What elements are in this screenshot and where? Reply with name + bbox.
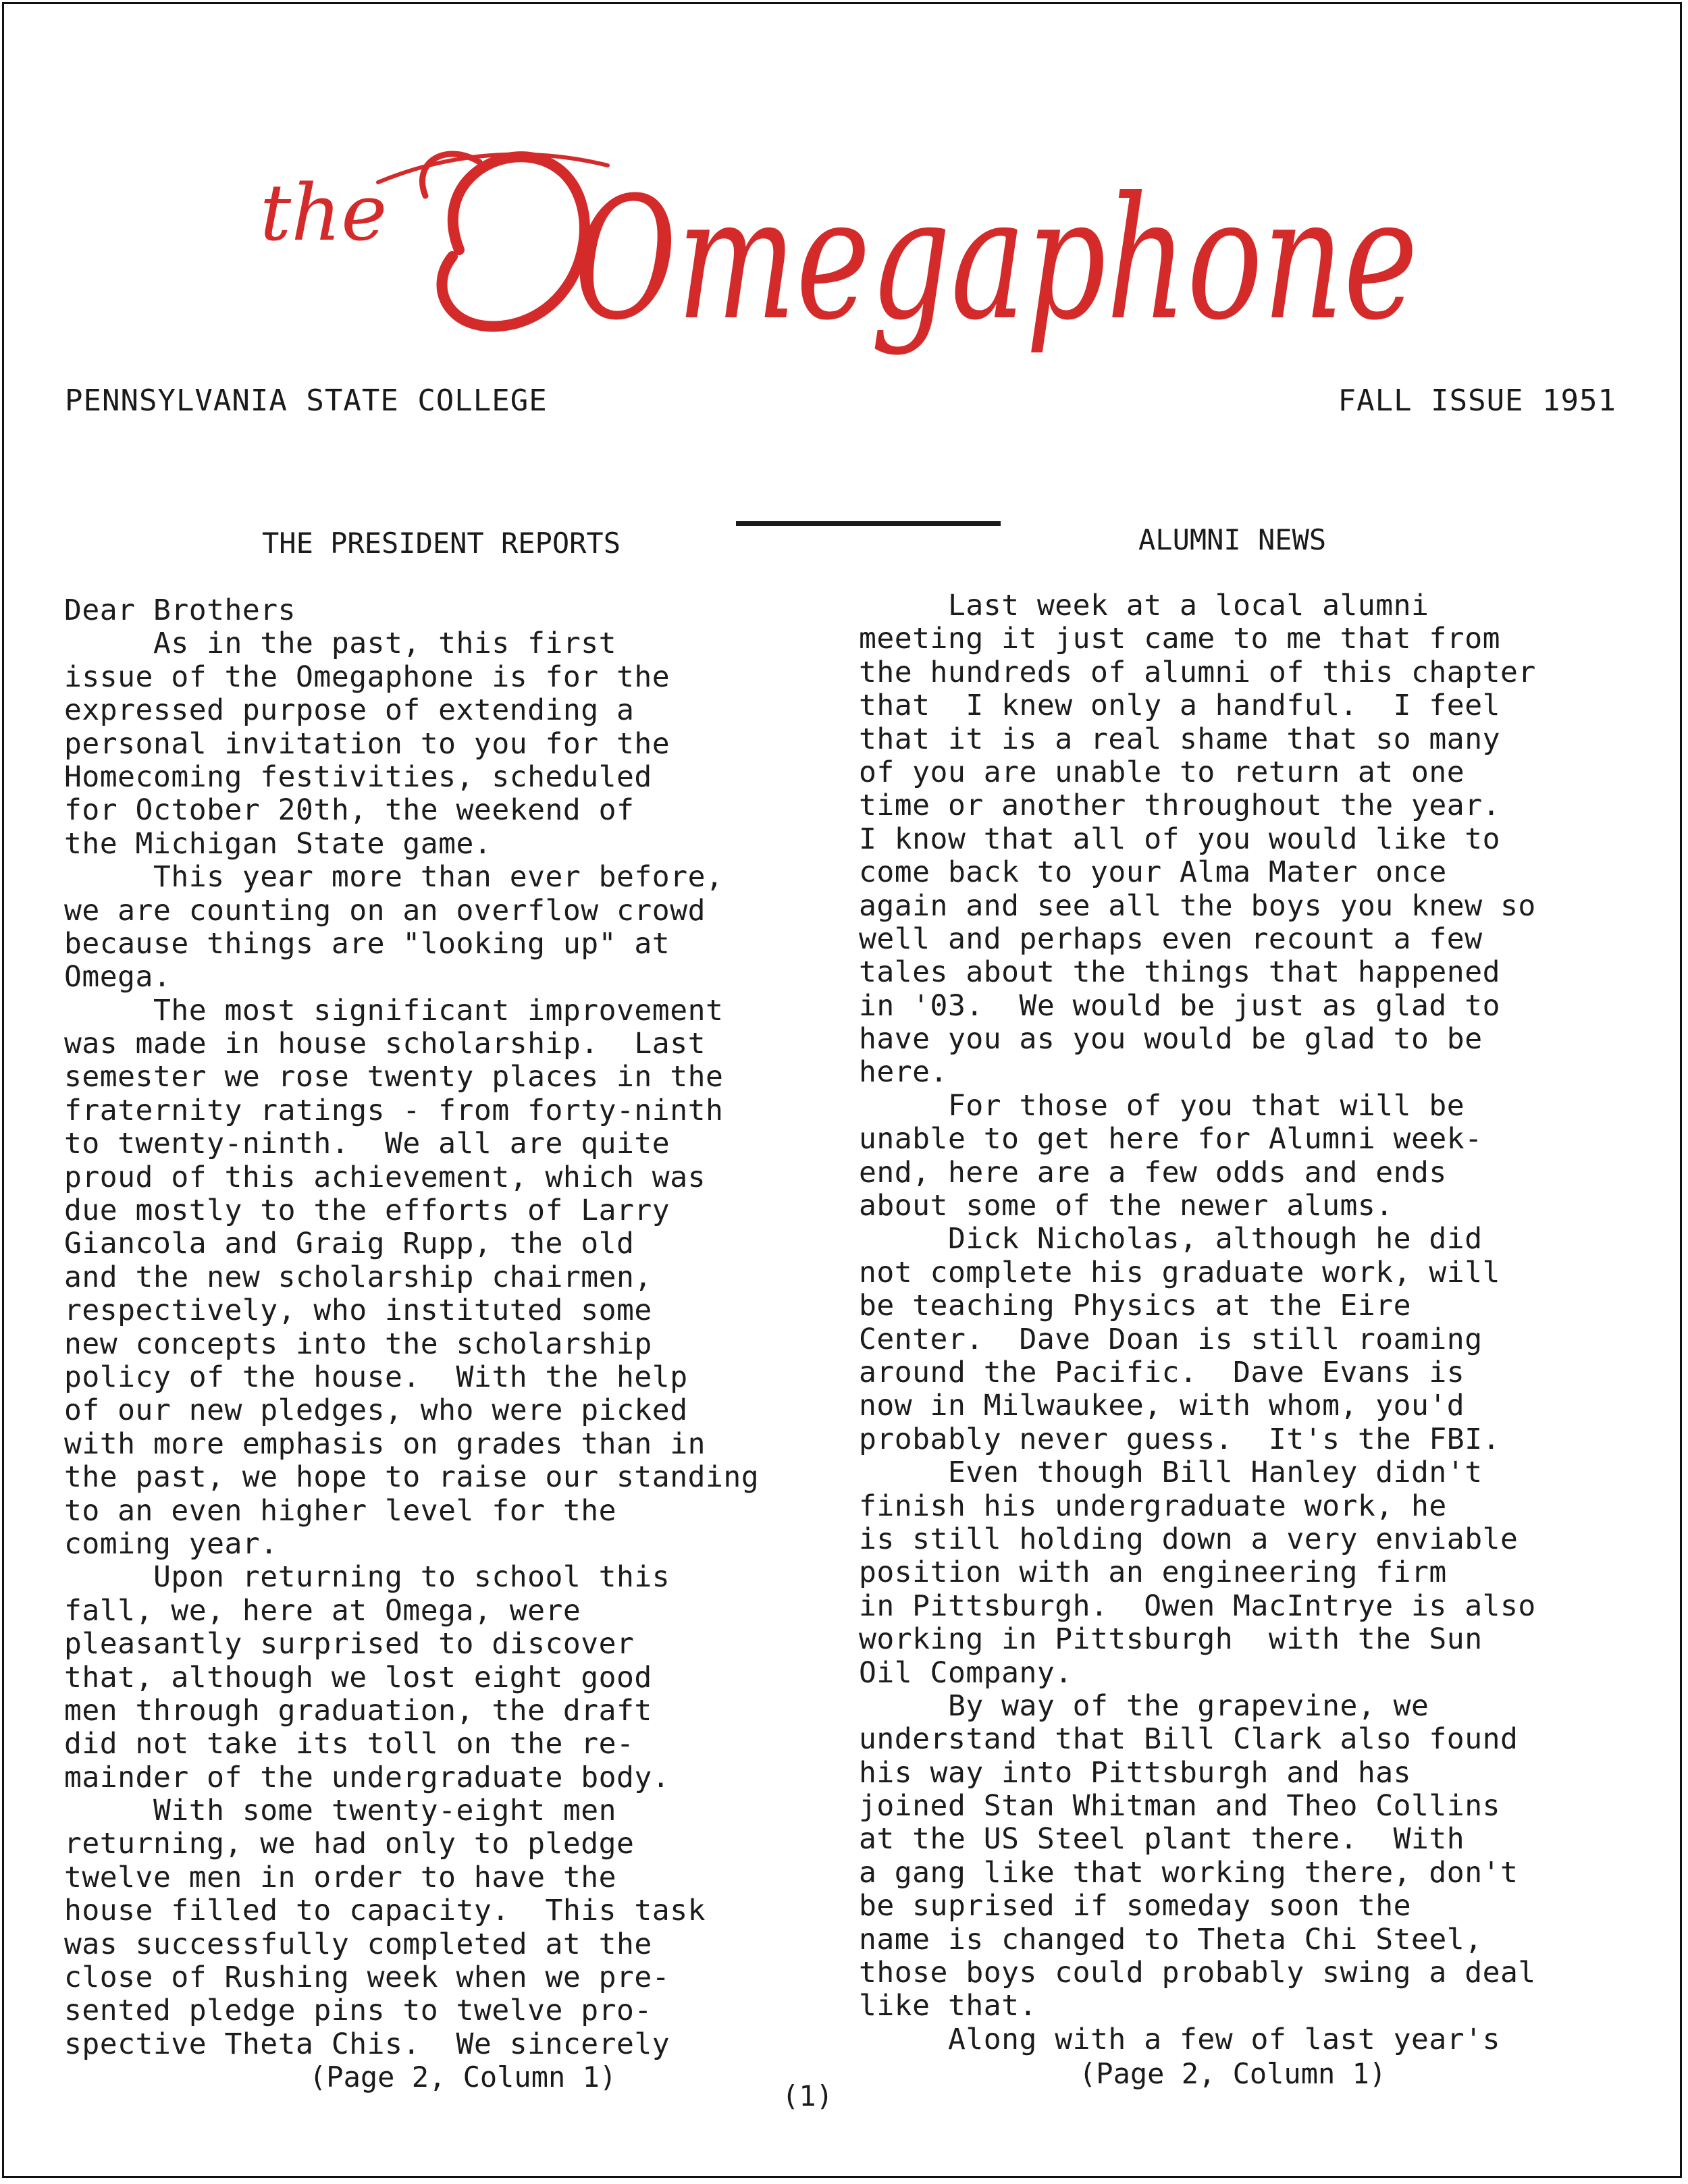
- text-line: Oil Company.: [859, 1655, 1073, 1690]
- text-line: spective Theta Chis. We sincerely: [64, 2027, 670, 2061]
- text-line: sented pledge pins to twelve pro-: [64, 1994, 652, 2028]
- text-line: Even though Bill Hanley didn't: [859, 1456, 1483, 1490]
- text-line: fall, we, here at Omega, were: [64, 1593, 581, 1628]
- left-column-body: [64, 594, 759, 2061]
- text-line: tales about the things that happened: [859, 955, 1500, 990]
- text-line: returning, we had only to pledge: [64, 1827, 635, 1861]
- text-line: to an even higher level for the: [64, 1493, 617, 1528]
- text-line: well and perhaps even recount a few: [859, 922, 1483, 956]
- text-line: pleasantly surprised to discover: [64, 1627, 635, 1661]
- text-line: with more emphasis on grades than in: [64, 1427, 706, 1461]
- text-line: in Pittsburgh. Owen MacIntrye is also: [859, 1589, 1536, 1623]
- text-line: and the new scholarship chairmen,: [64, 1260, 652, 1294]
- text-line: the Michigan State game.: [64, 826, 492, 861]
- text-line: personal invitation to you for the: [64, 726, 670, 761]
- text-line: working in Pittsburgh with the Sun: [859, 1622, 1483, 1657]
- text-line: twelve men in order to have the: [64, 1860, 617, 1894]
- text-line: Omega.: [64, 960, 172, 994]
- right-continued-note: (Page 2, Column 1): [1079, 2057, 1387, 2090]
- college-name: PENNSYLVANIA STATE COLLEGE: [65, 383, 548, 418]
- text-line: now in Milwaukee, with whom, you'd: [859, 1389, 1465, 1423]
- text-line: coming year.: [64, 1526, 278, 1561]
- text-line: Giancola and Graig Rupp, the old: [64, 1227, 635, 1261]
- text-line: expressed purpose of extending a: [64, 693, 635, 728]
- text-line: did not take its toll on the re-: [64, 1727, 635, 1761]
- text-line: meeting it just came to me that from: [859, 622, 1500, 656]
- text-line: his way into Pittsburgh and has: [859, 1755, 1412, 1790]
- text-line: issue of the Omegaphone is for the: [64, 660, 670, 694]
- text-line: Last week at a local alumni: [859, 589, 1429, 622]
- text-line: close of Rushing week when we pre-: [64, 1961, 670, 1995]
- text-line: we are counting on an overflow crowd: [64, 893, 706, 928]
- text-line: Upon returning to school this: [64, 1560, 670, 1595]
- text-line: of our new pledges, who were picked: [64, 1393, 688, 1428]
- text-line: that it is a real shame that so many: [859, 722, 1500, 756]
- text-line: For those of you that will be: [859, 1088, 1465, 1123]
- text-line: house filled to capacity. This task: [64, 1894, 706, 1928]
- page-number: (1): [782, 2079, 833, 2112]
- text-line: not complete his graduate work, will: [859, 1255, 1500, 1289]
- separator-rule: [736, 521, 1001, 526]
- text-line: position with an engineering firm: [859, 1555, 1447, 1590]
- text-line: that, although we lost eight good: [64, 1660, 652, 1695]
- text-line: is still holding down a very enviable: [859, 1522, 1519, 1556]
- text-line: come back to your Alma Mater once: [859, 855, 1447, 890]
- text-line: policy of the house. With the help: [64, 1360, 688, 1394]
- text-line: was made in house scholarship. Last: [64, 1027, 706, 1061]
- right-column-body: [859, 589, 1536, 2056]
- text-line: was successfully completed at the: [64, 1927, 652, 1961]
- text-line: be suprised if someday soon the: [859, 1889, 1412, 1923]
- text-line: here.: [859, 1055, 948, 1090]
- text-line: As in the past, this first: [64, 627, 617, 661]
- text-line: Homecoming festivities, scheduled: [64, 760, 652, 794]
- text-line: Center. Dave Doan is still roaming: [859, 1322, 1483, 1356]
- text-line: for October 20th, the weekend of: [64, 793, 635, 828]
- text-line: those boys could probably swing a deal: [859, 1956, 1536, 1990]
- text-line: fraternity ratings - from forty-ninth: [64, 1093, 724, 1127]
- text-line: be teaching Physics at the Eire: [859, 1289, 1412, 1323]
- text-line: about some of the newer alums.: [859, 1189, 1394, 1223]
- text-line: time or another throughout the year.: [859, 789, 1500, 823]
- text-line: like that.: [859, 1989, 1037, 2023]
- issue-label: FALL ISSUE 1951: [1338, 383, 1616, 418]
- text-line: because things are "looking up" at: [64, 926, 670, 961]
- text-line: in '03. We would be just as glad to: [859, 988, 1500, 1023]
- text-line: respectively, who instituted some: [64, 1294, 652, 1328]
- left-column-title: THE PRESIDENT REPORTS: [262, 527, 621, 560]
- masthead-small-text: the: [260, 168, 388, 259]
- text-line: proud of this achievement, which was: [64, 1160, 706, 1194]
- text-line: end, here are a few odds and ends: [859, 1155, 1447, 1190]
- text-line: due mostly to the efforts of Larry: [64, 1194, 670, 1228]
- text-line: of you are unable to return at one: [859, 755, 1465, 789]
- text-line: new concepts into the scholarship: [64, 1327, 652, 1361]
- text-line: men through graduation, the draft: [64, 1693, 652, 1728]
- text-line: understand that Bill Clark also found: [859, 1722, 1519, 1757]
- text-line: joined Stan Whitman and Theo Collins: [859, 1789, 1500, 1823]
- text-line: semester we rose twenty places in the: [64, 1060, 724, 1094]
- text-line: have you as you would be glad to be: [859, 1022, 1483, 1057]
- text-line: again and see all the boys you knew so: [859, 888, 1536, 923]
- text-line: Dick Nicholas, although he did: [859, 1222, 1483, 1256]
- text-line: finish his undergraduate work, he: [859, 1489, 1447, 1523]
- text-line: The most significant improvement: [64, 993, 724, 1028]
- text-line: around the Pacific. Dave Evans is: [859, 1355, 1465, 1389]
- text-line: Along with a few of last year's: [859, 2022, 1500, 2056]
- right-column-title: ALUMNI NEWS: [1138, 523, 1327, 556]
- text-line: I know that all of you would like to: [859, 822, 1500, 856]
- text-line: mainder of the undergraduate body.: [64, 1760, 670, 1794]
- text-line: With some twenty-eight men: [64, 1794, 617, 1828]
- text-line: at the US Steel plant there. With: [859, 1822, 1465, 1857]
- text-line: a gang like that working there, don't: [859, 1855, 1519, 1890]
- text-line: By way of the grapevine, we: [859, 1688, 1429, 1723]
- text-line: to twenty-ninth. We all are quite: [64, 1127, 670, 1161]
- left-continued-note: (Page 2, Column 1): [309, 2060, 617, 2094]
- text-line: the hundreds of alumni of this chapter: [859, 655, 1536, 689]
- text-line: the past, we hope to raise our standing: [64, 1460, 760, 1495]
- text-line: name is changed to Theta Chi Steel,: [859, 1922, 1483, 1956]
- text-line: unable to get here for Alumni week-: [859, 1122, 1483, 1156]
- text-line: that I knew only a handful. I feel: [859, 689, 1500, 723]
- text-line: This year more than ever before,: [64, 860, 724, 895]
- masthead-logo: [257, 101, 1438, 392]
- text-line: Dear Brothers: [64, 593, 296, 627]
- masthead-title: Omegaphone: [574, 161, 1418, 357]
- text-line: probably never guess. It's the FBI.: [859, 1422, 1500, 1456]
